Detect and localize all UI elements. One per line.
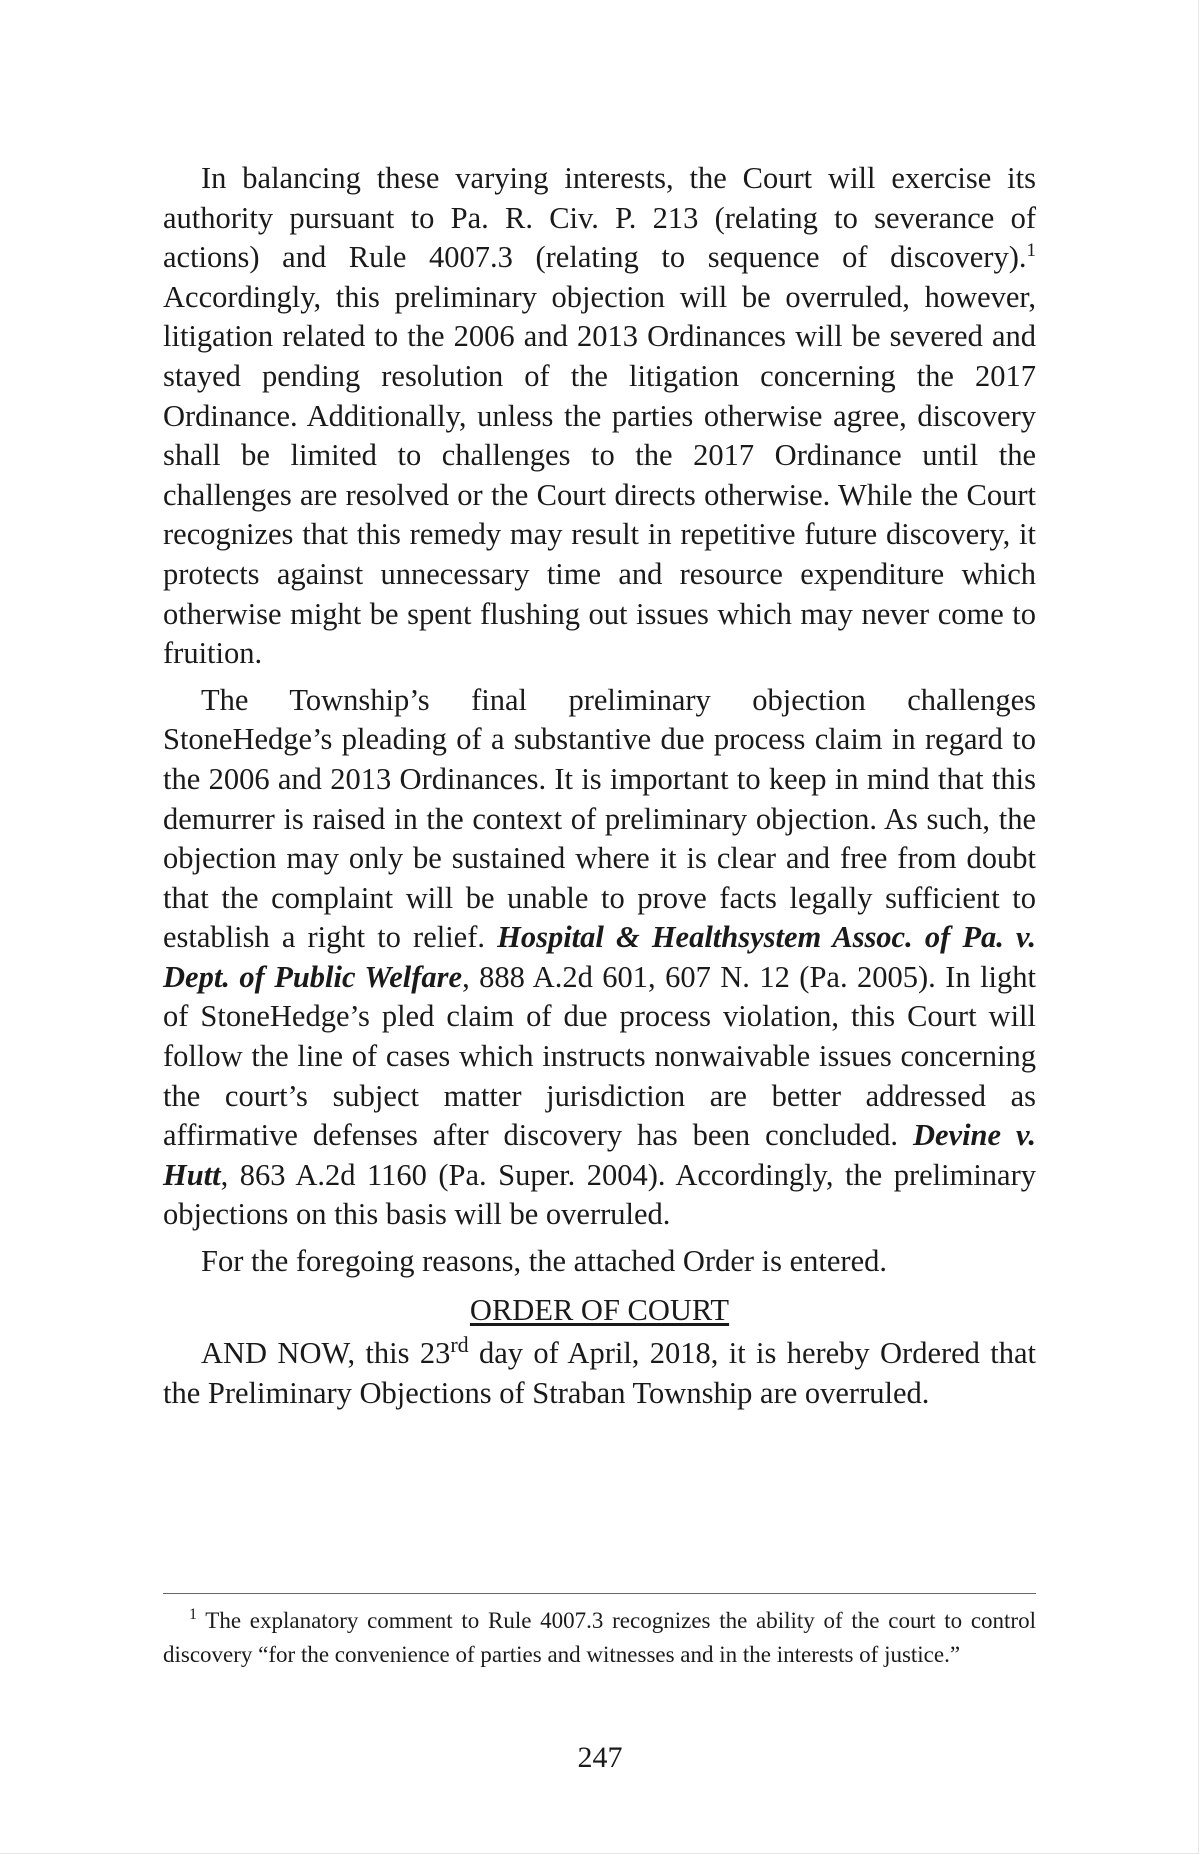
body-text <box>163 159 1036 1420</box>
order-heading-text: ORDER OF COURT <box>469 1292 730 1327</box>
footnote-reference[interactable]: 1 <box>1026 240 1036 262</box>
footnote-divider <box>163 1593 1036 1594</box>
paragraph-due-process <box>163 681 1036 1235</box>
paragraph-text: In balancing these varying interests, the Court will exercise its authority pursuant to Pa. R. Civ. P. 213 (relating to severance of actions) and Rule 4007.3 (relating to sequence of discovery). <box>163 161 1036 275</box>
paragraph-severance <box>163 159 1036 674</box>
footnote <box>163 1604 1036 1671</box>
paragraph-text: , 863 A.2d 1160 (Pa. Super. 2004). Accordingly, the preliminary objections on this basis will be overruled. <box>163 1157 1036 1232</box>
order-text: AND NOW, this 23 <box>201 1336 451 1371</box>
order-paragraph <box>163 1334 1036 1413</box>
ordinal-suffix: rd <box>450 1332 469 1358</box>
footnotes <box>163 1604 1036 1671</box>
paragraph-text: The Township’s final preliminary objection challenges StoneHedge’s pleading of a substantive due process claim in regard to the 2006 and 2013 Ordinances. It is important to keep in mind that this demurrer is raised in the context of preliminary objection. As such, the objection may only be sustained where it is clear and free from doubt that the complaint will be unable to prove facts legally sufficient to establish a right to relief. <box>163 682 1036 955</box>
case-citation: Hospital & Healthsystem Assoc. of Pa. v. Dept. of Public Welfare <box>163 920 1036 994</box>
page-number: 247 <box>577 1741 623 1774</box>
order-text: day of April, 2018, it is hereby Ordered that the Preliminary Objections of Straban Township are overruled. <box>163 1336 1036 1410</box>
order-heading <box>163 1291 1036 1331</box>
footnote-number: 1 <box>189 1606 197 1623</box>
footnote-text: The explanatory comment to Rule 4007.3 recognizes the ability of the court to control discovery “for the convenience of parties and witnesses and in the interests of justice.” <box>163 1608 1036 1667</box>
case-citation: Devine v. Hutt <box>163 1118 1036 1192</box>
paragraph-text: Accordingly, this preliminary objection will be overruled, however, litigation related to the 2006 and 2013 Ordinances will be severed and stayed pending resolution of the litigation concerning the 2017 Ordinance. Additionally, unless the parties otherwise agree, discovery shall be limited to challenges to the 2017 Ordinance until the challenges are resolved or the Court directs otherwise. While the Court recognizes that this remedy may result in repetitive future discovery, it protects against unnecessary time and resource expenditure which otherwise might be spent flushing out issues which may never come to fruition. <box>163 279 1036 671</box>
paragraph-conclusion: For the foregoing reasons, the attached Order is entered. <box>201 1244 887 1279</box>
paragraph-text: , 888 A.2d 601, 607 N. 12 (Pa. 2005). In light of StoneHedge’s pled claim of due process violation, this Court will follow the line of cases which instructs nonwaivable issues concerning the court’s subject matter jurisdiction are better addressed as affirmative defenses after discovery has been concluded. <box>163 959 1036 1153</box>
